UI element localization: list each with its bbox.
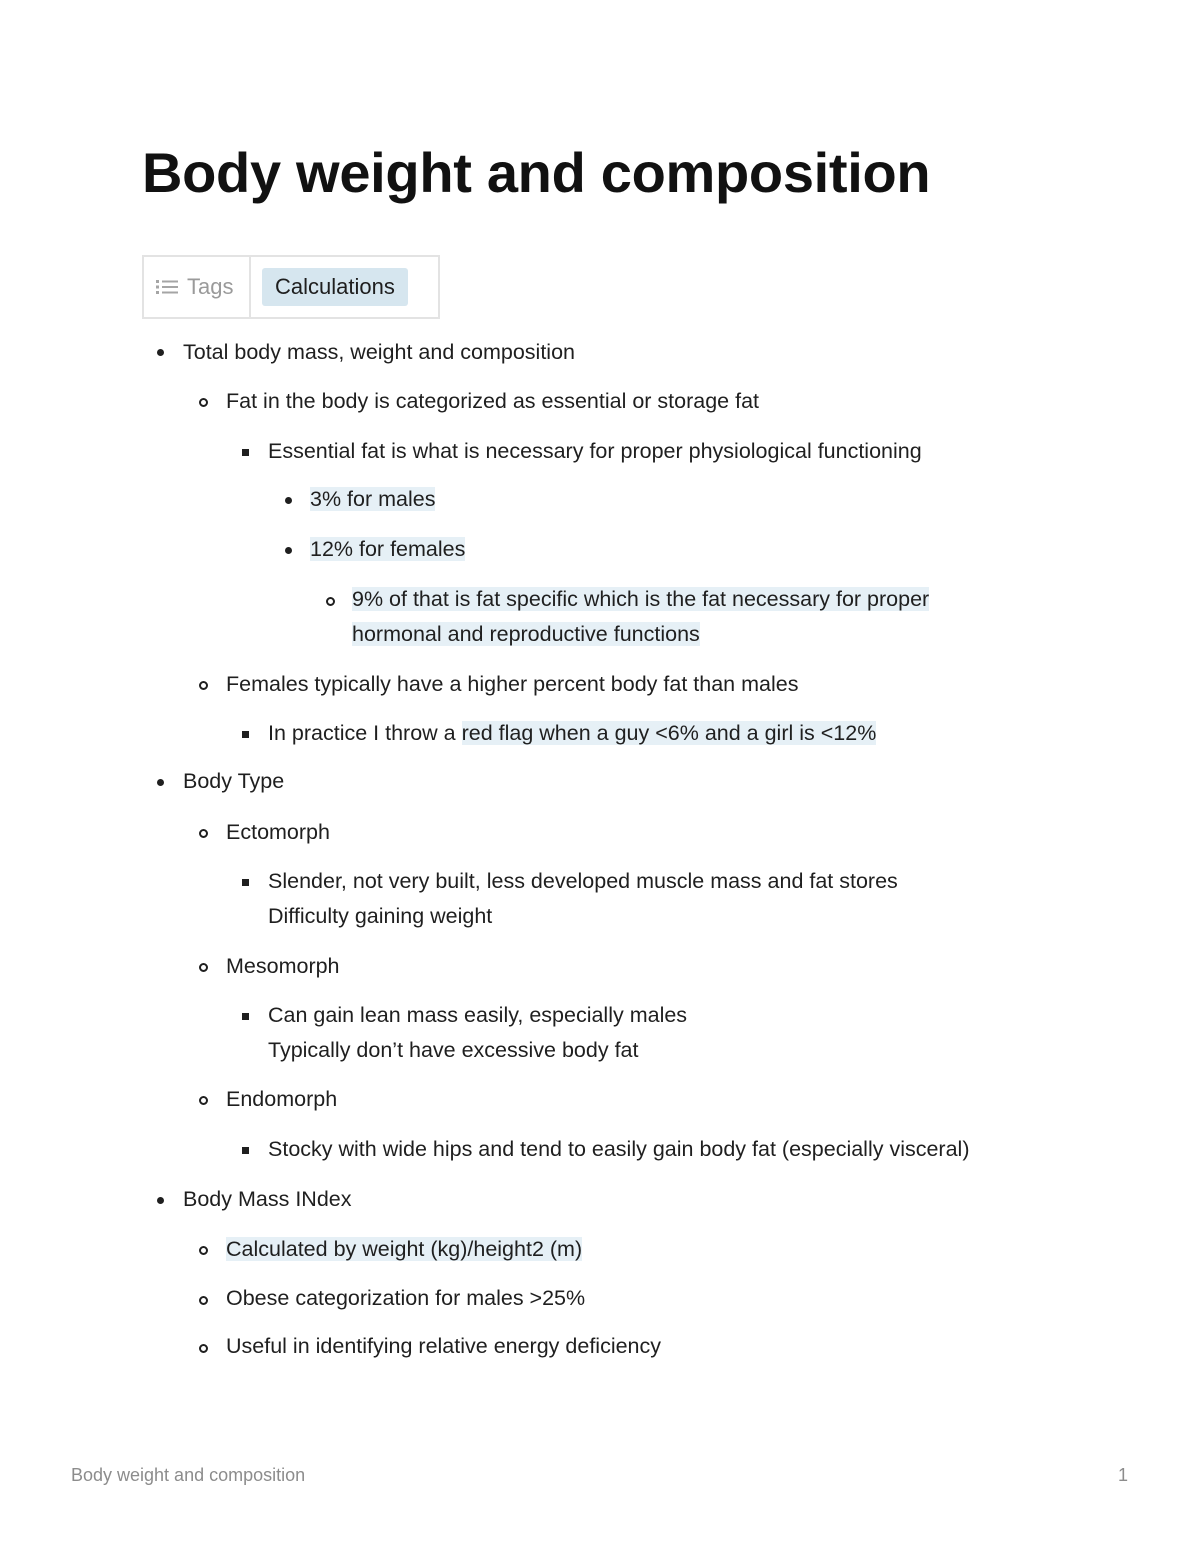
bullet-square-icon: [242, 1013, 249, 1020]
bullet-circle-icon: [199, 1296, 208, 1305]
tag-calculations[interactable]: Calculations: [262, 268, 408, 306]
list-item: [310, 532, 465, 567]
list-item: Ectomorph: [226, 820, 330, 844]
bullet-circle-icon: [199, 963, 208, 972]
list-item-text: In practice I throw a: [268, 721, 462, 745]
bullet-circle-icon: [199, 829, 208, 838]
bullet-disc-icon: [285, 497, 292, 504]
tags-label: Tags: [187, 274, 234, 299]
bullet-circle-icon: [326, 597, 335, 606]
highlighted-text: Calculated by weight (kg)/height2 (m): [226, 1237, 583, 1261]
properties-table: [142, 255, 440, 319]
highlighted-text: red flag when a guy <6% and a girl is <12%: [461, 721, 877, 745]
footer-page-number: 1: [1118, 1465, 1129, 1485]
bullet-square-icon: [242, 1147, 249, 1154]
bullet-circle-icon: [199, 398, 208, 407]
list-item: Mesomorph: [226, 954, 340, 978]
bullet-square-icon: [242, 879, 249, 886]
list-item: [268, 716, 876, 751]
tags-value-cell: [251, 257, 438, 317]
highlighted-text: 12% for females: [310, 537, 466, 561]
highlighted-text: 3% for males: [310, 487, 436, 511]
highlighted-text: hormonal and reproductive functions: [352, 622, 700, 646]
list-item-line: Typically don’t have excessive body fat: [268, 1038, 639, 1062]
highlighted-text: 9% of that is fat specific which is the fat necessary for proper: [352, 587, 930, 611]
list-item: [226, 1232, 582, 1267]
list-item-line: Can gain lean mass easily, especially males: [268, 1003, 688, 1027]
list-icon: [156, 279, 178, 295]
list-item: Essential fat is what is necessary for proper physiological functioning: [268, 439, 922, 463]
list-item: Obese categorization for males >25%: [226, 1286, 586, 1310]
bullet-square-icon: [242, 449, 249, 456]
list-item: Body Type: [183, 769, 285, 793]
bullet-disc-icon: [157, 1197, 164, 1204]
bullet-disc-icon: [157, 779, 164, 786]
tags-property-label: [144, 257, 251, 317]
bullet-circle-icon: [199, 681, 208, 690]
list-item: [268, 998, 687, 1068]
list-item-line: Difficulty gaining weight: [268, 904, 493, 928]
page-title: Body weight and composition: [142, 141, 931, 204]
bullet-circle-icon: [199, 1344, 208, 1353]
bullet-disc-icon: [285, 547, 292, 554]
list-item: Females typically have a higher percent body fat than males: [226, 672, 799, 696]
list-item: [310, 482, 435, 517]
bullet-square-icon: [242, 731, 249, 738]
list-item: Useful in identifying relative energy deficiency: [226, 1334, 662, 1358]
bullet-circle-icon: [199, 1096, 208, 1105]
list-item: Fat in the body is categorized as essential or storage fat: [226, 389, 760, 413]
bullet-disc-icon: [157, 349, 164, 356]
list-item: Body Mass INdex: [183, 1187, 352, 1211]
list-item: [268, 864, 898, 934]
list-item: Total body mass, weight and composition: [183, 340, 575, 364]
list-item-line: Slender, not very built, less developed muscle mass and fat stores: [268, 869, 898, 893]
list-item: Stocky with wide hips and tend to easily gain body fat (especially visceral): [268, 1137, 970, 1161]
list-item: [352, 582, 929, 652]
list-item: Endomorph: [226, 1087, 338, 1111]
bullet-circle-icon: [199, 1246, 208, 1255]
footer-document-title: Body weight and composition: [71, 1465, 306, 1485]
